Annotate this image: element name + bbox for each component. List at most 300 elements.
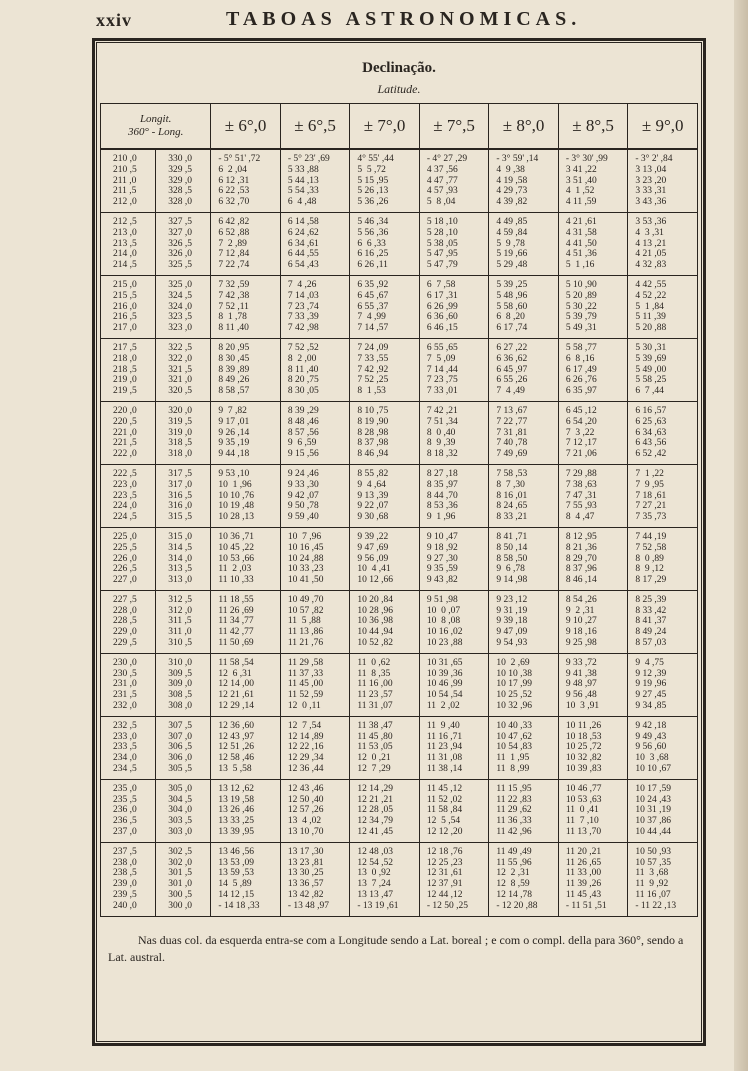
value-line: - 3° 2' ,84 [635,154,673,164]
value-line: 10 54 ,54 [426,690,463,701]
value-line: 216 ,0 [113,301,137,312]
value-line: 322 ,0 [168,353,192,364]
complement-longitude-cell [156,275,211,338]
declination-cell [280,338,350,401]
declination-cell [558,842,628,916]
value-line: 10 0 ,07 [426,605,461,616]
value-line: - 12 20 ,88 [496,900,538,911]
value-line: 10 33 ,23 [287,564,324,575]
column-header: ± 7°,0 [350,104,420,150]
declination-cell [419,212,489,275]
value-line: 10 20 ,84 [357,594,393,605]
value-line: 9 4 ,64 [357,479,386,490]
value-line: 5 1 ,16 [565,260,595,271]
value-line: 311 ,0 [168,627,192,638]
value-line: 318 ,5 [168,438,192,449]
declination-cell [489,653,559,716]
value-line: 7 38 ,63 [565,479,597,490]
value-line: 10 4 ,41 [357,564,391,575]
value-line: 9 26 ,14 [218,427,250,438]
longitude-cell [101,653,156,716]
value-line: 12 43 ,46 [287,783,324,794]
value-line: 9 18 ,92 [426,542,458,553]
value-line: 12 44 ,12 [426,890,463,901]
value-line: 11 5 ,88 [287,616,321,627]
declination-cell [628,275,698,338]
value-line: 10 18 ,53 [565,731,602,742]
value-line: 6 43 ,56 [635,438,667,449]
value-line: 5 58 ,25 [635,375,667,386]
declination-cell [211,779,281,842]
declination-cell [628,653,698,716]
value-line: 6 24 ,62 [287,227,319,238]
value-line: 11 0 ,62 [357,657,391,668]
value-line: 5 30 ,31 [635,342,667,353]
value-line: 6 45 ,67 [357,290,389,301]
value-line: 9 41 ,38 [565,668,597,679]
value-line: 5 47 ,95 [426,249,458,260]
value-line: 8 37 ,98 [357,438,389,449]
value-line: 9 15 ,56 [287,449,319,460]
longitude-cell [101,275,156,338]
value-line: 6 54 ,43 [287,260,319,271]
declination-cell [350,338,420,401]
value-line: 9 48 ,97 [565,679,597,690]
value-line: 3 23 ,20 [635,175,667,186]
value-line: 6 17 ,49 [565,364,597,375]
declination-cell [211,527,281,590]
value-line: 315 ,0 [168,531,192,542]
declination-cell [489,149,559,212]
value-line: 6 4 ,48 [287,197,317,208]
value-line: 9 10 ,27 [565,616,597,627]
value-line: 5 58 ,60 [496,301,528,312]
value-line: 5 29 ,48 [496,260,528,271]
value-line: 11 31 ,08 [426,753,463,764]
value-line: 7 27 ,21 [635,501,667,512]
value-line: 319 ,5 [168,416,192,427]
value-line: 11 16 ,00 [357,679,393,690]
longitude-header [101,104,211,150]
value-line: 309 ,0 [168,679,192,690]
value-line: 5 49 ,31 [565,323,597,334]
value-line: 7 33 ,55 [357,353,389,364]
value-line: 11 7 ,10 [565,816,599,827]
value-line: 12 14 ,89 [287,731,324,742]
value-line: 12 36 ,60 [218,720,254,731]
value-line: 12 6 ,31 [218,668,252,679]
value-line: 8 2 ,00 [287,353,317,364]
value-line: 311 ,5 [168,616,192,627]
value-line: 11 13 ,70 [565,827,602,838]
value-line: 13 13 ,47 [357,890,393,901]
value-line: 12 7 ,29 [357,764,391,775]
value-line: 8 58 ,50 [496,553,528,564]
value-line: 11 29 ,58 [287,657,324,668]
value-line: 10 32 ,96 [496,701,532,712]
value-line: 10 46 ,77 [565,783,602,794]
value-line: 219 ,5 [113,386,137,397]
value-line: 237 ,0 [113,827,137,838]
value-line: 9 33 ,30 [287,479,319,490]
value-line: 327 ,5 [168,216,192,227]
value-line: 4° 55' ,44 [357,154,394,164]
value-line: 11 15 ,95 [496,783,532,794]
value-line: 8 18 ,32 [426,449,458,460]
value-line: 4 42 ,55 [635,279,667,290]
value-line: 6 55 ,37 [357,301,389,312]
complement-longitude-cell [156,716,211,779]
value-line: 224 ,0 [113,501,137,512]
value-line: - 14 18 ,33 [218,900,260,911]
value-line: 316 ,0 [168,501,192,512]
value-line: 4 31 ,58 [565,227,597,238]
value-line: 326 ,5 [168,238,192,249]
value-line: 11 42 ,96 [496,827,532,838]
value-line: 237 ,5 [113,846,137,857]
value-line: 6 36 ,62 [496,353,528,364]
value-line: 12 25 ,23 [426,857,463,868]
longitude-cell [101,149,156,212]
value-line: 9 6 ,59 [287,438,317,449]
value-line: 8 11 ,40 [287,364,319,375]
value-line: 11 2 ,03 [218,564,252,575]
value-line: 10 3 ,68 [635,753,669,764]
value-line: 6 36 ,60 [426,312,458,323]
value-line: 327 ,0 [168,227,192,238]
declination-cell [419,464,489,527]
value-line: 10 1 ,96 [218,479,252,490]
value-line: 5 44 ,13 [287,175,319,186]
declination-cell [628,401,698,464]
value-line: 10 12 ,66 [357,575,393,586]
declination-cell [419,401,489,464]
table-row [101,275,698,338]
declination-cell [489,212,559,275]
value-line: 6 54 ,20 [565,416,597,427]
value-line: 8 55 ,82 [357,468,389,479]
declination-cell [350,275,420,338]
value-line: 10 31 ,65 [426,657,463,668]
value-line: 8 20 ,75 [287,375,319,386]
value-line: - 3° 59' ,14 [496,154,539,164]
value-line: 11 26 ,69 [218,605,254,616]
value-line: 240 ,0 [113,900,137,911]
value-line: 7 33 ,39 [287,312,319,323]
value-line: 13 4 ,02 [287,816,322,827]
value-line: 10 17 ,99 [496,679,532,690]
value-line: 8 30 ,45 [218,353,250,364]
value-line: 10 10 ,67 [635,764,671,775]
value-line: 4 59 ,84 [496,227,528,238]
value-line: 223 ,5 [113,490,137,501]
declination-cell [628,527,698,590]
value-line: 4 57 ,93 [426,186,458,197]
table-row [101,149,698,212]
value-line: 8 30 ,05 [287,386,319,397]
declination-cell [280,842,350,916]
value-line: 235 ,5 [113,794,137,805]
value-line: 7 55 ,93 [565,501,597,512]
value-line: 3 43 ,36 [635,197,667,208]
value-line: 217 ,5 [113,342,137,353]
value-line: 303 ,5 [168,816,192,827]
value-line: 9 1 ,96 [426,512,456,523]
value-line: 6 52 ,88 [218,227,250,238]
value-line: 4 9 ,38 [496,164,525,175]
declination-cell [280,401,350,464]
value-line: 228 ,5 [113,616,137,627]
value-line: 230 ,5 [113,668,137,679]
value-line: 303 ,0 [168,827,192,838]
value-line: 12 21 ,21 [357,794,393,805]
value-line: 9 30 ,68 [357,512,389,523]
value-line: 5 1 ,84 [635,301,664,312]
complement-longitude-cell [156,527,211,590]
value-line: 9 34 ,85 [635,701,667,712]
value-line: 10 44 ,94 [357,627,393,638]
complement-longitude-cell [156,590,211,653]
value-line: 11 58 ,54 [218,657,254,668]
value-line: 11 0 ,41 [565,805,599,816]
value-line: 9 42 ,07 [287,490,319,501]
value-line: 8 41 ,71 [496,531,528,542]
value-line: 6 55 ,26 [496,375,528,386]
running-head [96,8,706,34]
value-line: 239 ,0 [113,879,137,890]
page-folio: xxiv [96,10,133,30]
value-line: 7 42 ,21 [426,405,458,416]
value-line: 317 ,0 [168,479,192,490]
complement-longitude-cell [156,338,211,401]
value-line: 323 ,5 [168,312,192,323]
value-line: 7 5 ,09 [426,353,456,364]
value-line: 11 33 ,00 [565,868,602,879]
value-line: 9 27 ,45 [635,690,667,701]
column-header: ± 8°,5 [558,104,628,150]
complement-longitude-cell [156,212,211,275]
value-line: 12 37 ,91 [426,879,463,890]
value-line: - 13 48 ,97 [287,900,330,911]
value-line: 11 53 ,05 [357,742,393,753]
value-line: 10 28 ,96 [357,605,393,616]
value-line: 8 50 ,14 [496,542,528,553]
value-line: 5 46 ,34 [357,216,389,227]
value-line: 8 44 ,70 [426,490,458,501]
declination-cell [419,527,489,590]
value-line: 324 ,5 [168,290,192,301]
value-line: 6 7 ,58 [426,279,456,290]
value-line: 11 38 ,47 [357,720,393,731]
value-line: 10 52 ,82 [357,638,393,649]
declination-cell [558,716,628,779]
declination-cell [419,653,489,716]
column-header: ± 9°,0 [628,104,698,150]
value-line: 7 13 ,67 [496,405,528,416]
longitude-header-top: Longit. [139,113,172,125]
value-line: 8 7 ,30 [496,479,525,490]
value-line: 223 ,0 [113,479,137,490]
value-line: 6 32 ,70 [218,197,250,208]
declination-cell [489,716,559,779]
value-line: 5 30 ,22 [565,301,597,312]
value-line: 5 28 ,10 [426,227,458,238]
declination-cell [211,590,281,653]
value-line: 312 ,0 [168,605,192,616]
value-line: 6 35 ,92 [357,279,389,290]
longitude-cell [101,842,156,916]
value-line: 11 34 ,77 [218,616,254,627]
declination-cell [558,779,628,842]
value-line: 7 12 ,17 [565,438,597,449]
value-line: 9 14 ,98 [496,575,528,586]
value-line: 4 3 ,31 [635,227,664,238]
table-body [101,149,698,916]
value-line: 9 51 ,98 [426,594,458,605]
value-line: 11 36 ,33 [496,816,532,827]
value-line: 11 50 ,69 [218,638,254,649]
value-line: 217 ,0 [113,323,137,334]
value-line: 321 ,0 [168,375,192,386]
declination-cell [628,779,698,842]
value-line: 7 35 ,73 [635,512,667,523]
declination-cell [350,212,420,275]
declination-cell [489,401,559,464]
value-line: 307 ,5 [168,720,192,731]
value-line: 13 39 ,95 [218,827,254,838]
value-line: 9 56 ,60 [635,742,667,753]
value-line: 3 53 ,36 [635,216,667,227]
value-line: 7 42 ,38 [218,290,250,301]
value-line: 12 2 ,31 [496,868,530,879]
declination-cell [280,590,350,653]
value-line: 12 54 ,52 [357,857,393,868]
value-line: 5 38 ,05 [426,238,458,249]
column-header: ± 7°,5 [419,104,489,150]
value-line: 7 40 ,78 [496,438,528,449]
value-line: 10 46 ,99 [426,679,463,690]
declination-table [100,103,698,917]
value-line: 308 ,0 [168,701,192,712]
value-line: 228 ,0 [113,605,137,616]
value-line: 8 53 ,36 [426,501,458,512]
longitude-header-bottom: 360° - Long. [127,126,184,138]
value-line: 6 7 ,44 [635,386,664,397]
value-line: 329 ,5 [168,164,192,175]
value-line: 5 39 ,79 [565,312,597,323]
value-line: 307 ,0 [168,731,192,742]
value-line: 3 51 ,40 [565,175,597,186]
value-line: 5 26 ,13 [357,186,389,197]
value-line: 314 ,0 [168,553,192,564]
value-line: 7 29 ,88 [565,468,597,479]
value-line: 7 12 ,84 [218,249,250,260]
value-line: 10 57 ,35 [635,857,671,868]
complement-longitude-cell [156,842,211,916]
value-line: 215 ,0 [113,279,137,290]
value-line: 4 19 ,58 [496,175,528,186]
value-line: 11 2 ,02 [426,701,460,712]
value-line: 8 41 ,37 [635,616,667,627]
value-line: 13 5 ,58 [218,764,252,775]
declination-cell [419,716,489,779]
value-line: 13 10 ,70 [287,827,324,838]
declination-cell [350,653,420,716]
value-line: 9 23 ,12 [496,594,528,605]
declination-cell [350,779,420,842]
value-line: 9 47 ,69 [357,542,389,553]
value-line: 312 ,5 [168,594,192,605]
value-line: 12 5 ,54 [426,816,461,827]
value-line: 11 39 ,26 [565,879,602,890]
value-line: 216 ,5 [113,312,137,323]
value-line: 12 14 ,00 [218,679,254,690]
value-line: 9 24 ,46 [287,468,319,479]
value-line: 9 39 ,18 [496,616,528,627]
value-line: 8 27 ,18 [426,468,458,479]
value-line: 8 39 ,89 [218,364,250,375]
declination-cell [280,779,350,842]
value-line: 10 19 ,48 [218,501,254,512]
value-line: 8 46 ,14 [565,575,597,586]
value-line: 210 ,0 [113,154,137,164]
value-line: 305 ,0 [168,783,192,794]
value-line: 11 8 ,35 [357,668,391,679]
value-line: - 5° 51' ,72 [218,154,261,164]
running-title: TABOAS ASTRONOMICAS. [226,8,582,30]
value-line: 12 58 ,46 [218,753,254,764]
value-line: 11 18 ,55 [218,594,254,605]
complement-longitude-cell [156,464,211,527]
value-line: 11 23 ,94 [426,742,463,753]
value-line: 7 23 ,75 [426,375,458,386]
declination-cell [558,275,628,338]
value-line: 9 22 ,07 [357,501,389,512]
value-line: 5 19 ,66 [496,249,528,260]
value-line: 10 8 ,08 [426,616,461,627]
value-line: 236 ,5 [113,816,137,827]
value-line: 5 48 ,96 [496,290,528,301]
value-line: 13 26 ,46 [218,805,254,816]
declination-cell [211,653,281,716]
declination-cell [419,779,489,842]
value-line: 6 44 ,55 [287,249,319,260]
declination-cell [489,338,559,401]
value-line: 238 ,0 [113,857,137,868]
value-line: 306 ,5 [168,742,192,753]
value-line: 8 16 ,01 [496,490,528,501]
value-line: 9 50 ,78 [287,501,319,512]
value-line: 4 11 ,59 [565,197,597,208]
value-line: 317 ,5 [168,468,192,479]
value-line: 12 14 ,78 [496,890,532,901]
value-line: 5 49 ,00 [635,364,667,375]
value-line: 225 ,5 [113,542,137,553]
value-line: 320 ,0 [168,405,192,416]
declination-cell [628,149,698,212]
value-line: 13 53 ,09 [218,857,254,868]
value-line: 8 25 ,39 [635,594,667,605]
value-line: 6 45 ,97 [496,364,528,375]
value-line: 8 28 ,98 [357,427,389,438]
value-line: 10 53 ,66 [218,553,254,564]
value-line: 11 21 ,76 [287,638,324,649]
value-line: 12 57 ,26 [287,805,324,816]
value-line: 326 ,0 [168,249,192,260]
longitude-cell [101,212,156,275]
longitude-cell [101,338,156,401]
value-line: 6 22 ,53 [218,186,250,197]
